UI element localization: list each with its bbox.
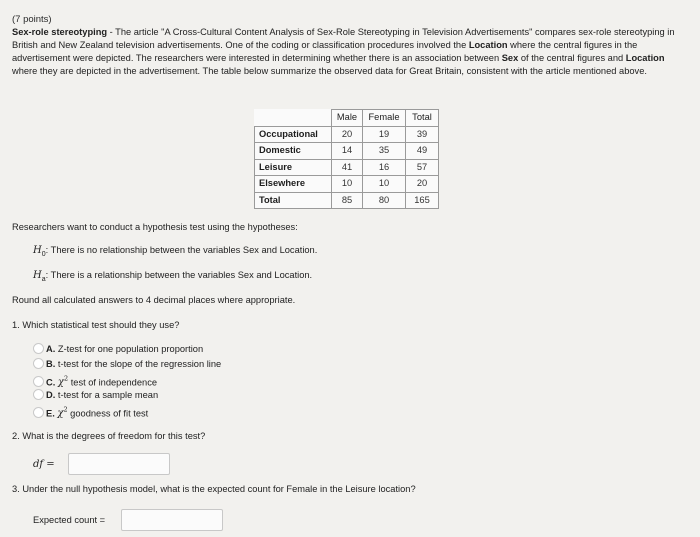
cell-male: 85 bbox=[332, 192, 363, 209]
question-1: 1. Which statistical test should they use? bbox=[12, 320, 180, 330]
expected-count-label: Expected count = bbox=[33, 515, 106, 525]
hypotheses-intro: Researchers want to conduct a hypothesis test using the hypotheses: bbox=[12, 222, 298, 232]
ha-subscript: a bbox=[41, 275, 46, 283]
radio-option-a[interactable] bbox=[33, 343, 44, 354]
cell-male: 41 bbox=[332, 159, 363, 176]
radio-option-e[interactable] bbox=[33, 407, 44, 418]
cell-total: 57 bbox=[406, 159, 439, 176]
h0-subscript: 0 bbox=[41, 250, 46, 258]
cell-female: 35 bbox=[363, 143, 406, 160]
column-header-total: Total bbox=[406, 110, 439, 127]
intro-bold-sex: Sex bbox=[501, 52, 519, 63]
df-label: df = bbox=[33, 459, 55, 470]
option-d-text: t-test for a sample mean bbox=[55, 390, 159, 400]
intro-bold-location-2: Location bbox=[625, 52, 665, 63]
table-row bbox=[255, 159, 439, 176]
row-label: Leisure bbox=[255, 159, 332, 176]
cell-female: 10 bbox=[363, 176, 406, 193]
cell-total: 39 bbox=[406, 126, 439, 143]
chi-squared-symbol bbox=[58, 377, 68, 388]
h0-text: : There is no relationship between the variables Sex and Location. bbox=[45, 245, 318, 255]
option-b-letter: B. bbox=[46, 359, 56, 369]
df-input[interactable] bbox=[68, 453, 170, 475]
h0-symbol: H bbox=[33, 245, 42, 256]
option-e[interactable] bbox=[33, 406, 148, 419]
cell-total: 20 bbox=[406, 176, 439, 193]
cell-total: 165 bbox=[406, 192, 439, 209]
chi-letter: χ bbox=[57, 377, 64, 389]
row-label: Total bbox=[255, 192, 332, 209]
radio-option-b[interactable] bbox=[33, 358, 44, 369]
option-d[interactable] bbox=[33, 390, 158, 401]
option-b-text: t-test for the slope of the regression line bbox=[55, 359, 222, 369]
cell-male: 20 bbox=[332, 126, 363, 143]
option-d-letter: D. bbox=[46, 390, 56, 400]
table-row bbox=[255, 126, 439, 143]
chi-superscript: 2 bbox=[63, 375, 69, 383]
intro-bold-location: Location bbox=[468, 39, 508, 50]
cell-female: 80 bbox=[363, 192, 406, 209]
chi-letter: χ bbox=[57, 408, 64, 420]
radio-option-c[interactable] bbox=[33, 376, 44, 387]
cell-total: 49 bbox=[406, 143, 439, 160]
cell-female: 16 bbox=[363, 159, 406, 176]
alternative-hypothesis bbox=[33, 270, 312, 283]
option-a[interactable] bbox=[33, 344, 203, 355]
option-c-letter: C. bbox=[46, 377, 56, 388]
row-label: Domestic bbox=[255, 143, 332, 160]
option-a-text: Z-test for one population proportion bbox=[55, 344, 204, 354]
cell-male: 14 bbox=[332, 143, 363, 160]
intro-text-4: where they are depicted in the advertisement. The table below summarize the observed data for Great Britain, consistent with the article mentioned above. bbox=[12, 65, 647, 76]
option-c[interactable] bbox=[33, 375, 157, 388]
table-row bbox=[255, 192, 439, 209]
table-header-row bbox=[255, 110, 439, 127]
expected-count-input[interactable] bbox=[121, 509, 223, 531]
rounding-note: Round all calculated answers to 4 decimal places where appropriate. bbox=[12, 295, 296, 305]
row-label: Occupational bbox=[255, 126, 332, 143]
ha-text: : There is a relationship between the variables Sex and Location. bbox=[45, 270, 313, 280]
ha-symbol: H bbox=[33, 270, 42, 281]
radio-option-d[interactable] bbox=[33, 389, 44, 400]
points-label: (7 points) bbox=[12, 14, 52, 25]
column-header-male: Male bbox=[332, 110, 363, 127]
intro-text-3: of the central figures and bbox=[518, 52, 626, 63]
option-e-letter: E. bbox=[46, 408, 55, 419]
question-2: 2. What is the degrees of freedom for this test? bbox=[12, 431, 206, 441]
problem-title: Sex-role stereotyping bbox=[12, 27, 108, 37]
table-row bbox=[255, 143, 439, 160]
null-hypothesis bbox=[33, 245, 317, 258]
option-e-text: goodness of fit test bbox=[67, 408, 149, 419]
row-label: Elsewhere bbox=[255, 176, 332, 193]
question-3: 3. Under the null hypothesis model, what is the expected count for Female in the Leisure location? bbox=[12, 484, 416, 494]
option-b[interactable] bbox=[33, 359, 221, 370]
table-row bbox=[255, 176, 439, 193]
problem-intro bbox=[12, 26, 690, 78]
cell-female: 19 bbox=[363, 126, 406, 143]
cell-male: 10 bbox=[332, 176, 363, 193]
column-header-female: Female bbox=[363, 110, 406, 127]
option-c-text: test of independence bbox=[68, 377, 158, 388]
contingency-table bbox=[254, 109, 439, 209]
table-corner bbox=[255, 110, 332, 127]
chi-superscript: 2 bbox=[63, 406, 68, 414]
chi-squared-symbol bbox=[57, 408, 67, 419]
intro-text-1: - The article "A Cross-Cultural Content Analysis of Sex-Role Stereotyping in Television Advertisements" compares sex-role stereotyping in British and New Zealand television advertisements. One of the coding or classification procedures involved the bbox=[12, 27, 675, 50]
option-a-letter: A. bbox=[46, 344, 56, 354]
intro-text-2: where the central figures in the advertisement were depicted. The researchers were interested in determining whether there is an association between bbox=[12, 39, 638, 63]
